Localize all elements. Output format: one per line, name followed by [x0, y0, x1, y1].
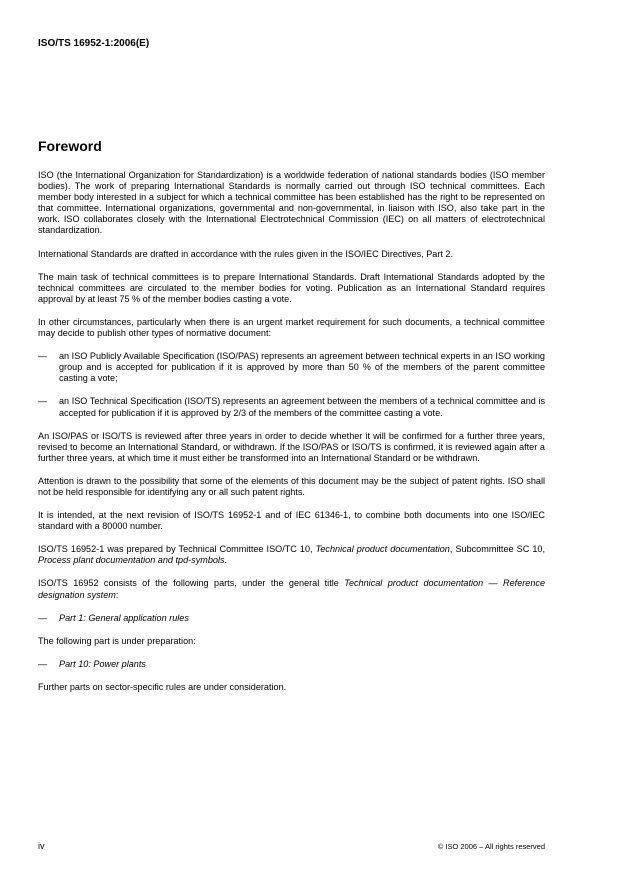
paragraph-iso-intro: ISO (the International Organization for Standardization) is a worldwide federation of national standards bodies (ISO member bodies). The work of preparing International Standards is normally carried out through ISO technical committees. Each member body interested in a subject for which a technical committee has been established has the right to be represented on that committee. International organizations, governmental and non-governmental, in liaison with ISO, also take part in the work. ISO collaborates closely with the International Electrotechnical Commission (IEC) on all matters of electrotechnical standardization.	[38, 170, 545, 236]
paragraph-further-parts: Further parts on sector-specific rules are under consideration.	[38, 681, 287, 692]
list-item-text: Part 10: Power plants	[59, 658, 146, 669]
copyright-notice: © ISO 2006 – All rights reserved	[437, 842, 545, 851]
list-item-part10	[38, 659, 545, 670]
foreword-body	[38, 170, 545, 705]
paragraph-main-task: The main task of technical committees is to prepare International Standards. Draft International Standards adopted by the technical committees are circulated to the member bodies for voting. Publication as an International Standard requires approval by at least 75 % of the member bodies casting a vote.	[38, 271, 545, 304]
dash-bullet: —	[38, 658, 48, 669]
list-item-part1	[38, 613, 545, 624]
paragraph-prepared-by: ISO/TS 16952-1 was prepared by Technical Committee ISO/TC 10, Technical product documentation, Subcommittee SC 10, Process plant documentation and tpd-symbols.	[38, 544, 545, 566]
list-item-text: an ISO Technical Specification (ISO/TS) represents an agreement between the members of a technical committee and is accepted for publication if it is approved by 2/3 of the members of the committee casting a vote.	[59, 396, 545, 418]
list-item-ts	[38, 396, 545, 418]
paragraph-other-circumstances: In other circumstances, particularly when there is an urgent market requirement for such documents, a technical committee may decide to publish other types of normative document:	[38, 316, 545, 339]
page-number: iv	[38, 841, 45, 851]
list-item-pas	[38, 351, 545, 384]
list-item-text: Part 1: General application rules	[59, 612, 189, 623]
paragraph-directives: International Standards are drafted in accordance with the rules given in the ISO/IEC Directives, Part 2.	[38, 248, 453, 259]
paragraph-patent: Attention is drawn to the possibility that some of the elements of this document may be the subject of patent rights. ISO shall not be held responsible for identifying any or all such patent rights.	[38, 475, 545, 497]
dash-bullet: —	[38, 351, 48, 362]
dash-bullet: —	[38, 612, 48, 623]
paragraph-review: An ISO/PAS or ISO/TS is reviewed after three years in order to decide whether it will be confirmed for a further three years, revised to become an International Standard, or withdrawn. If the ISO/PAS or ISO/TS is confirmed, it is reviewed again after a further three years, at which time it must either be transformed into an International Standard or be withdrawn.	[38, 430, 545, 463]
document-id: ISO/TS 16952-1:2006(E)	[38, 38, 150, 49]
paragraph-revision: It is intended, at the next revision of ISO/TS 16952-1 and of IEC 61346-1, to combine both documents into one ISO/IEC standard with a 80000 number.	[38, 510, 545, 532]
paragraph-parts: ISO/TS 16952 consists of the following parts, under the general title Technical product documentation — Reference designation system:	[38, 578, 546, 600]
paragraph-under-preparation: The following part is under preparation:	[38, 635, 196, 646]
list-item-text: an ISO Publicly Available Specification (ISO/PAS) represents an agreement between technical experts in an ISO working group and is accepted for publication if it is approved by more than 50 % of the members of the parent committee casting a vote;	[59, 351, 545, 384]
dash-bullet: —	[38, 396, 48, 407]
page-title: Foreword	[38, 138, 102, 154]
